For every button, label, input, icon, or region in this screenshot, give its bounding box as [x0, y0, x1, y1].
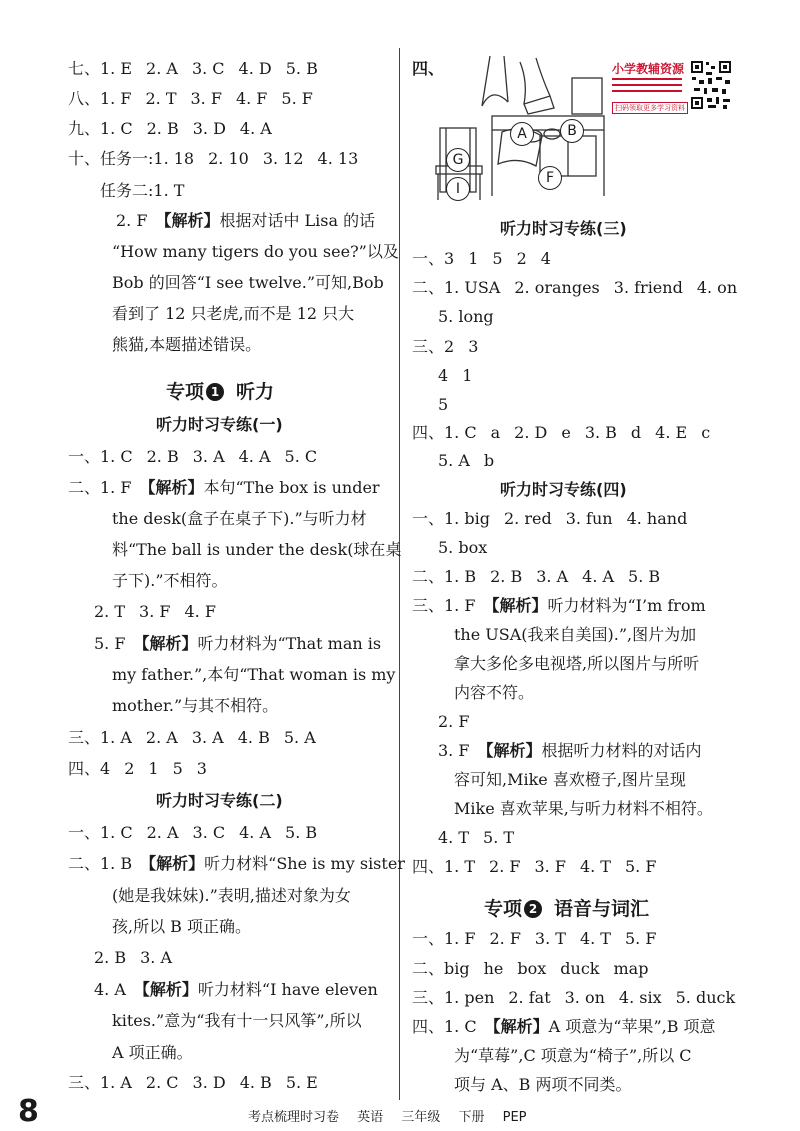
explanation-line: 为“草莓”,C 项意为“椅子”,所以 C: [454, 1046, 692, 1065]
page-footer: [248, 1106, 541, 1125]
analysis-tag: 【解析】: [483, 596, 548, 615]
answer-line: 5. long: [438, 307, 494, 326]
explanation-line: 熊猫,本题描述错误。: [112, 335, 262, 354]
answer-line: 二、1. B 2. B 3. A 4. A 5. B: [412, 567, 661, 586]
analysis-tag: 【解析】: [133, 980, 198, 999]
answer-line-9: 九、1. C 2. B 3. D 4. A: [68, 119, 272, 138]
picture-label-i: I: [446, 177, 470, 201]
section-number-badge: 1: [206, 383, 224, 401]
logo-title: 小学教辅资源: [612, 62, 685, 76]
explanation-line: “How many tigers do you see?”以及: [112, 242, 399, 261]
explanation-line: 二、1. B 【解析】听力材料“She is my sister: [68, 854, 405, 873]
explanation-line: 3. F 【解析】根据听力材料的对话内: [438, 741, 702, 760]
analysis-tag: 【解析】: [477, 741, 542, 760]
explanation-line: the USA(我来自美国).”,图片为加: [454, 625, 697, 644]
explanation-line: 看到了 12 只老虎,而不是 12 只大: [112, 304, 355, 323]
answer-line: 一、3 1 5 2 4: [412, 249, 551, 268]
explanation-line: 拿大多伦多电视塔,所以图片与所听: [454, 654, 700, 673]
answer-line: 四、1. T 2. F 3. F 4. T 5. F: [412, 857, 657, 876]
answer-line: 4. T 5. T: [438, 828, 515, 847]
analysis-tag: 【解析】: [133, 634, 198, 653]
footer-term: 下册: [458, 1110, 485, 1125]
explanation-line: 四、1. C 【解析】A 项意为“苹果”,B 项意: [412, 1017, 716, 1036]
answer-line: 三、1. pen 2. fat 3. on 4. six 5. duck: [412, 988, 736, 1007]
explanation-line: 子下).”不相符。: [112, 571, 228, 590]
question-four-label: 四、: [412, 59, 445, 78]
explanation-line: mother.”与其不相符。: [112, 696, 279, 715]
subsection-title: 听力时习专练(二): [156, 791, 283, 810]
publisher-logo: [612, 60, 732, 116]
answer-line: 5. box: [438, 538, 488, 557]
explanation-line: the desk(盒子在桌子下).”与听力材: [112, 509, 367, 528]
footer-grade: 三年级: [401, 1110, 441, 1125]
picture-label-f: F: [538, 166, 562, 190]
explanation-line: 孩,所以 B 项正确。: [112, 917, 252, 936]
answer-line: 三、1. A 2. C 3. D 4. B 5. E: [68, 1073, 318, 1092]
answer-line: 2. T 3. F 4. F: [94, 602, 216, 621]
answer-line: 一、1. C 2. B 3. A 4. A 5. C: [68, 447, 318, 466]
footer-subject: 英语: [357, 1110, 384, 1125]
answer-line: 三、2 3: [412, 337, 479, 356]
answer-line-8: 八、1. F 2. T 3. F 4. F 5. F: [68, 89, 313, 108]
subsection-title: 听力时习专练(四): [500, 480, 627, 499]
explanation-line: 5. F 【解析】听力材料为“That man is: [94, 634, 382, 653]
answer-line: 三、1. A 2. A 3. A 4. B 5. A: [68, 728, 316, 747]
explanation-line: Mike 喜欢苹果,与听力材料不相符。: [454, 799, 713, 818]
analysis-tag: 【解析】: [139, 478, 204, 497]
section-title-listening: 专项 1 听力: [166, 381, 275, 403]
explanation-line: 内容不符。: [454, 683, 535, 702]
answer-line: 一、1. F 2. F 3. T 4. T 5. F: [412, 929, 657, 948]
answer-line: 一、1. C 2. A 3. C 4. A 5. B: [68, 823, 318, 842]
explanation-line: 项与 A、B 两项不同类。: [454, 1075, 632, 1094]
explanation-line: 料“The ball is under the desk(球在桌: [112, 540, 402, 559]
picture-label-g: G: [446, 148, 470, 172]
explanation-line: 二、1. F 【解析】本句“The box is under: [68, 478, 380, 497]
answer-line: 5. A b: [438, 451, 495, 470]
subsection-title: 听力时习专练(一): [156, 415, 283, 434]
answer-line: 四、4 2 1 5 3: [68, 759, 207, 778]
explanation-line: (她是我妹妹).”表明,描述对象为女: [112, 886, 351, 905]
picture-label-b: B: [560, 119, 584, 143]
logo-decoration: [612, 78, 682, 102]
section-number-badge: 2: [524, 900, 542, 918]
qr-code-icon: [690, 60, 732, 110]
explanation-line: 容可知,Mike 喜欢橙子,图片呈现: [454, 770, 686, 789]
page-number: 8: [18, 1094, 39, 1129]
answer-line: 二、1. USA 2. oranges 3. friend 4. on: [412, 278, 738, 297]
explanation-line: my father.”,本句“That woman is my: [112, 665, 396, 684]
explanation-line: kites.”意为“我有十一只风筝”,所以: [112, 1011, 362, 1030]
task-two-line: 任务二:1. T: [100, 181, 185, 200]
logo-subtitle: 扫码领取更多学习资料: [612, 102, 688, 114]
answer-line: 5: [438, 395, 449, 414]
answer-line: 二、big he box duck map: [412, 959, 649, 978]
explanation-line: A 项正确。: [112, 1043, 193, 1062]
analysis-tag: 【解析】: [484, 1017, 549, 1036]
analysis-tag: 【解析】: [140, 854, 205, 873]
answer-line: 2. F: [438, 712, 470, 731]
answer-line: 四、1. C a 2. D e 3. B d 4. E c: [412, 423, 711, 442]
answer-line: 4 1: [438, 366, 473, 385]
answer-line-10: 十、任务一:1. 18 2. 10 3. 12 4. 13: [68, 149, 359, 168]
column-divider: [399, 48, 400, 1100]
explanation-line: 2. F 【解析】根据对话中 Lisa 的话: [116, 211, 376, 230]
answer-line: 2. B 3. A: [94, 948, 173, 967]
footer-edition: PEP: [502, 1110, 527, 1125]
answer-line-7: 七、1. E 2. A 3. C 4. D 5. B: [68, 59, 318, 78]
explanation-line: 三、1. F 【解析】听力材料为“I’m from: [412, 596, 706, 615]
section-title-phonics-vocabulary: 专项 2 语音与词汇: [484, 898, 650, 920]
footer-book-title: 考点梳理时习卷: [248, 1110, 340, 1125]
analysis-tag: 【解析】: [155, 211, 220, 230]
explanation-line: 4. A 【解析】听力材料“I have eleven: [94, 980, 378, 999]
picture-label-a: A: [510, 122, 534, 146]
subsection-title: 听力时习专练(三): [500, 219, 627, 238]
explanation-line: Bob 的回答“I see twelve.”可知,Bob: [112, 273, 384, 292]
answer-line: 一、1. big 2. red 3. fun 4. hand: [412, 509, 688, 528]
